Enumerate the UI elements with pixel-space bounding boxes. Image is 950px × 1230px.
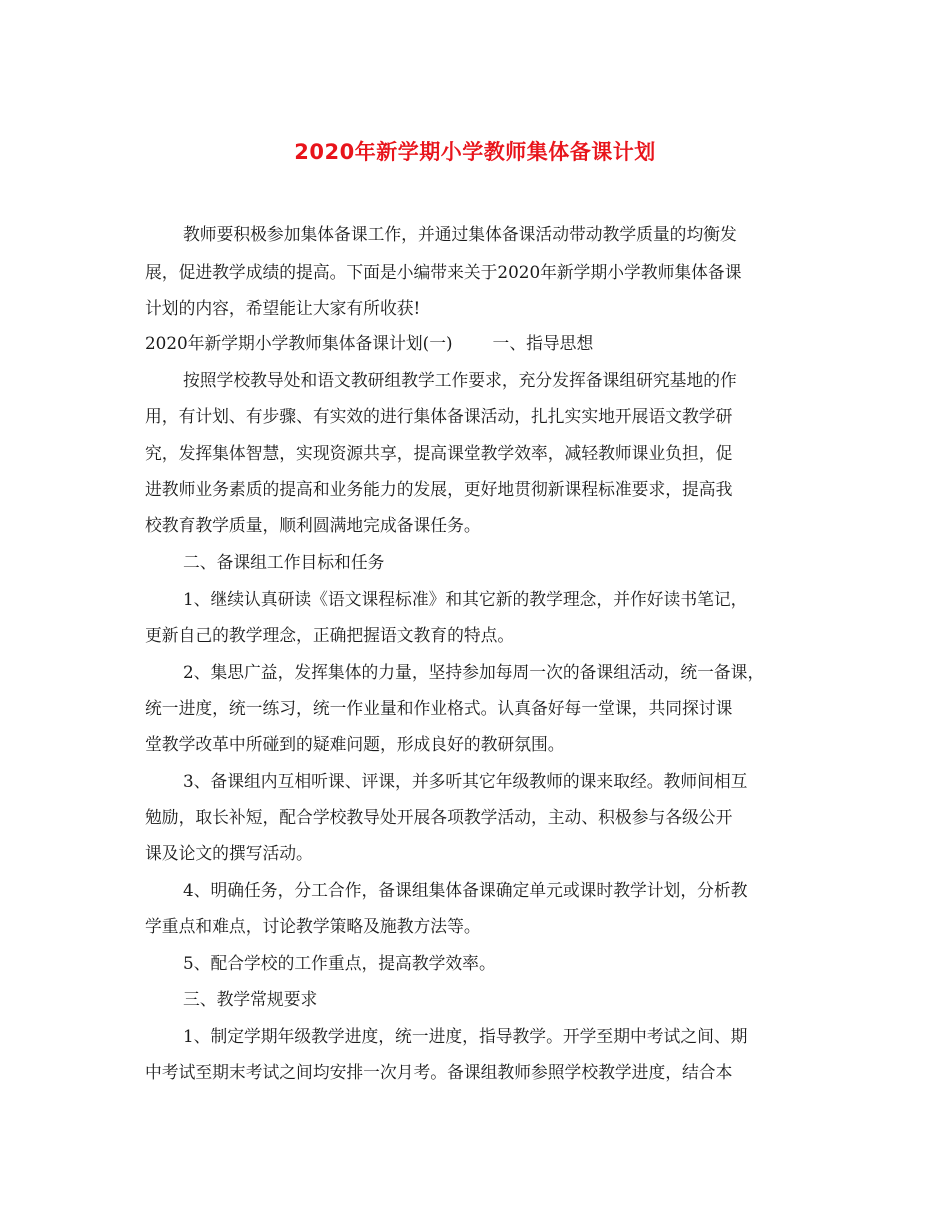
paragraph-line: 课及论文的撰写活动。	[145, 843, 313, 863]
paragraph-line: 校教育教学质量，顺利圆满地完成备课任务。	[145, 515, 481, 535]
plan-subtitle: 2020年新学期小学教师集体备课计划(一)	[145, 333, 453, 353]
paragraph-line: 5、配合学校的工作重点，提高教学效率。	[183, 953, 496, 973]
paragraph-line: 究，发挥集体智慧，实现资源共享，提高课堂教学效率，减轻教师课业负担，促	[145, 443, 733, 463]
paragraph-line: 更新自己的教学理念，正确把握语文教育的特点。	[145, 625, 515, 645]
paragraph-line: 勉励，取长补短，配合学校教导处开展各项教学活动，主动、积极参与各级公开	[145, 807, 733, 827]
paragraph-line: 用，有计划、有步骤、有实效的进行集体备课活动，扎扎实实地开展语文教学研	[145, 406, 733, 426]
paragraph-line: 4、明确任务，分工合作，备课组集体备课确定单元或课时教学计划，分析教	[183, 880, 748, 900]
paragraph-line: 按照学校教导处和语文教研组教学工作要求，充分发挥备课组研究基地的作	[183, 370, 737, 390]
paragraph-line: 1、继续认真研读《语文课程标准》和其它新的教学理念，并作好读书笔记，	[183, 589, 748, 609]
paragraph-line: 3、备课组内互相听课、评课，并多听其它年级教师的课来取经。教师间相互	[183, 771, 748, 791]
paragraph-line: 2、集思广益，发挥集体的力量，坚持参加每周一次的备课组活动，统一备课，	[183, 662, 765, 682]
paragraph-line: 展，促进教学成绩的提高。下面是小编带来关于2020年新学期小学教师集体备课	[145, 262, 742, 282]
paragraph-line: 进教师业务素质的提高和业务能力的发展，更好地贯彻新课程标准要求，提高我	[145, 479, 733, 499]
section-heading: 一、指导思想	[492, 333, 594, 353]
document-title: 2020年新学期小学教师集体备课计划	[294, 140, 656, 164]
paragraph-line: 中考试至期末考试之间均安排一次月考。备课组教师参照学校教学进度，结合本	[145, 1062, 733, 1082]
section-heading-line	[145, 335, 593, 352]
section-heading: 三、教学常规要求	[183, 989, 318, 1009]
paragraph-line: 学重点和难点，讨论教学策略及施教方法等。	[145, 916, 481, 936]
paragraph-line: 堂教学改革中所碰到的疑难问题，形成良好的教研氛围。	[145, 734, 565, 754]
paragraph-line: 1、制定学期年级教学进度，统一进度，指导教学。开学至期中考试之间、期	[183, 1026, 748, 1046]
section-heading: 二、备课组工作目标和任务	[183, 552, 385, 572]
paragraph-line: 计划的内容，希望能让大家有所收获!	[145, 298, 421, 318]
paragraph-line: 统一进度，统一练习，统一作业量和作业格式。认真备好每一堂课，共同探讨课	[145, 698, 733, 718]
paragraph-line: 教师要积极参加集体备课工作，并通过集体备课活动带动教学质量的均衡发	[183, 224, 737, 244]
